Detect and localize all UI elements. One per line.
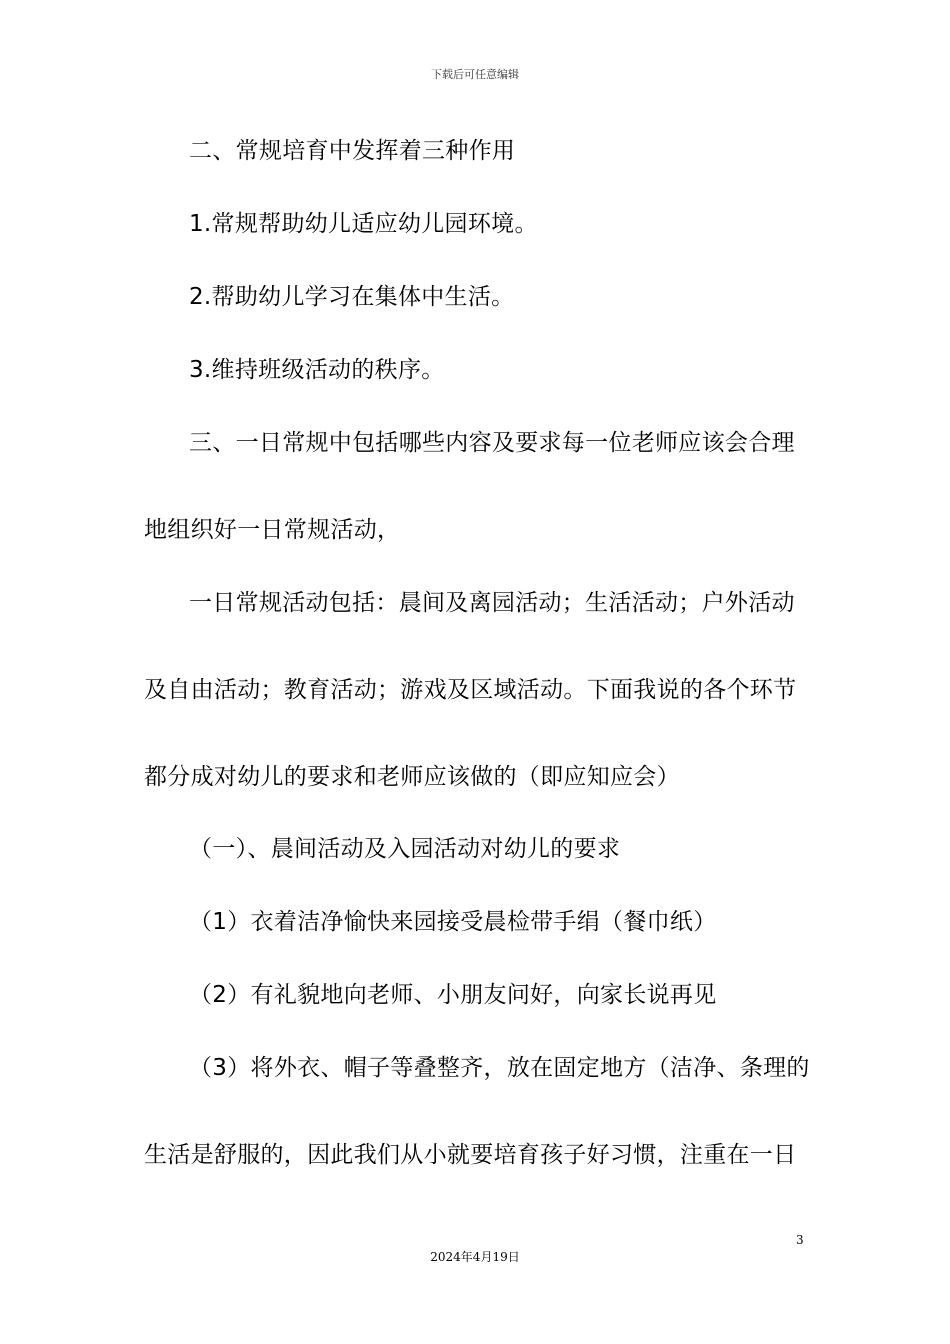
footer-date: 2024年4月19日 bbox=[430, 1250, 520, 1264]
page-number: 3 bbox=[796, 1233, 804, 1247]
paragraph-line: 2.帮助幼儿学习在集体中生活。 bbox=[189, 284, 515, 310]
section-heading-2: 二、常规培育中发挥着三种作用 bbox=[189, 138, 516, 164]
paragraph-line: 地组织好一日常规活动， bbox=[144, 517, 401, 543]
paragraph-line: 一日常规活动包括：晨间及离园活动；生活活动；户外活动 bbox=[189, 590, 795, 616]
list-item: （2）有礼貌地向老师、小朋友问好，向家长说再见 bbox=[189, 982, 717, 1008]
list-item: （1）衣着洁净愉快来园接受晨检带手绢（餐巾纸） bbox=[189, 909, 717, 935]
section-heading-3: 三、一日常规中包括哪些内容及要求每一位老师应该会合理 bbox=[189, 430, 795, 456]
paragraph-line: 及自由活动；教育活动；游戏及区域活动。下面我说的各个环节 bbox=[144, 677, 797, 703]
list-item: （3）将外衣、帽子等叠整齐，放在固定地方（洁净、条理的 bbox=[189, 1055, 810, 1081]
subsection-heading: （一）、晨间活动及入园活动对幼儿的要求 bbox=[189, 836, 621, 862]
paragraph-line: 生活是舒服的，因此我们从小就要培育孩子好习惯，注重在一日 bbox=[144, 1142, 797, 1168]
paragraph-line: 3.维持班级活动的秩序。 bbox=[189, 357, 445, 383]
header-note: 下载后可任意编辑 bbox=[431, 68, 519, 81]
paragraph-line: 1.常规帮助幼儿适应幼儿园环境。 bbox=[189, 211, 538, 237]
paragraph-line: 都分成对幼儿的要求和老师应该做的（即应知应会） bbox=[144, 764, 680, 790]
